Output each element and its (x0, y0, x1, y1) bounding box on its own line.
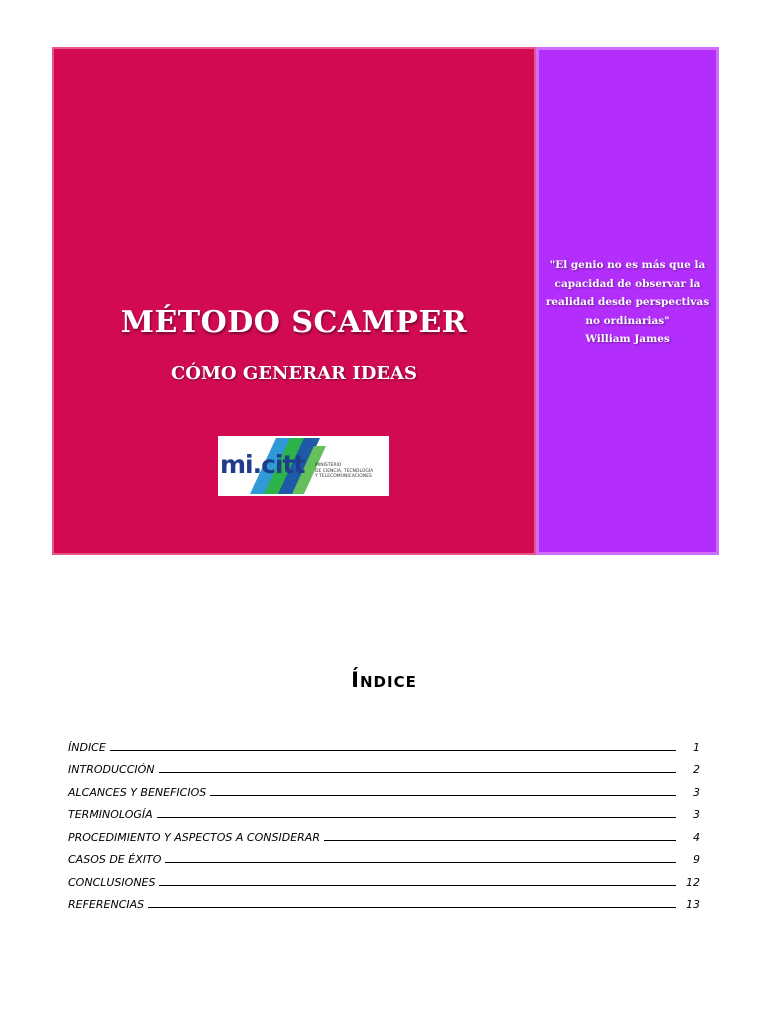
micitt-logo (218, 436, 389, 496)
cover-side-panel (536, 47, 719, 555)
quote-line: realidad desde perspectivas (545, 296, 710, 308)
toc-entry-label: INTRODUCCIÓN (68, 763, 155, 776)
toc-entry-label: TERMINOLOGÍA (68, 808, 153, 821)
toc-entry-label: PROCEDIMIENTO Y ASPECTOS A CONSIDERAR (68, 830, 320, 844)
toc-entry-indice[interactable] (68, 731, 700, 754)
logo-ministry-text: MINISTERIO DE CIENCIA, TECNOLOGÍA Y TELECOMUNICACIONES (315, 463, 374, 479)
quote-line: "El genio no es más que la (549, 259, 706, 271)
toc-entry-page: 3 (693, 785, 700, 799)
toc-leader-line (110, 750, 676, 751)
toc-entry-procedimiento[interactable] (68, 821, 700, 844)
toc-entry-conclusiones[interactable] (68, 866, 700, 889)
toc-entry-terminologia[interactable] (68, 799, 700, 822)
table-of-contents (68, 731, 700, 911)
toc-leader-line (324, 840, 676, 841)
toc-entry-page: 9 (693, 853, 700, 866)
toc-entry-page: 4 (693, 830, 700, 844)
toc-entry-page: 1 (693, 740, 700, 754)
cover-subtitle: CÓMO GENERAR IDEAS (170, 363, 417, 384)
toc-leader-line (157, 817, 676, 818)
toc-leader-line (210, 795, 676, 796)
toc-entry-page: 2 (693, 763, 700, 776)
toc-leader-line (159, 885, 676, 886)
toc-entry-label: ÍNDICE (68, 740, 106, 754)
quote-line: capacidad de observar la (554, 277, 701, 290)
cover-block (52, 47, 719, 555)
quote-line: no ordinarias" (585, 314, 670, 327)
toc-entry-label: ALCANCES Y BENEFICIOS (68, 785, 207, 799)
toc-leader-line (148, 907, 676, 908)
toc-heading: Índice (351, 668, 417, 692)
toc-entry-casos[interactable] (68, 844, 700, 867)
cover-main-panel (52, 47, 536, 555)
toc-entry-referencias[interactable] (68, 889, 700, 912)
toc-leader-line (165, 862, 676, 863)
toc-entry-introduccion[interactable] (68, 754, 700, 777)
toc-entry-page: 3 (693, 808, 700, 821)
logo-wordmark: mi.citt (220, 450, 305, 479)
quote-author: William James (585, 333, 670, 345)
toc-entry-label: REFERENCIAS (68, 898, 145, 911)
toc-entry-alcances[interactable] (68, 776, 700, 799)
toc-entry-label: CONCLUSIONES (68, 875, 156, 889)
toc-entry-label: CASOS DE ÉXITO (68, 853, 162, 866)
toc-entry-page: 13 (686, 898, 700, 911)
quote (545, 256, 710, 349)
toc-leader-line (159, 772, 676, 773)
toc-entry-page: 12 (686, 875, 700, 889)
cover-title: MÉTODO SCAMPER (120, 305, 468, 340)
